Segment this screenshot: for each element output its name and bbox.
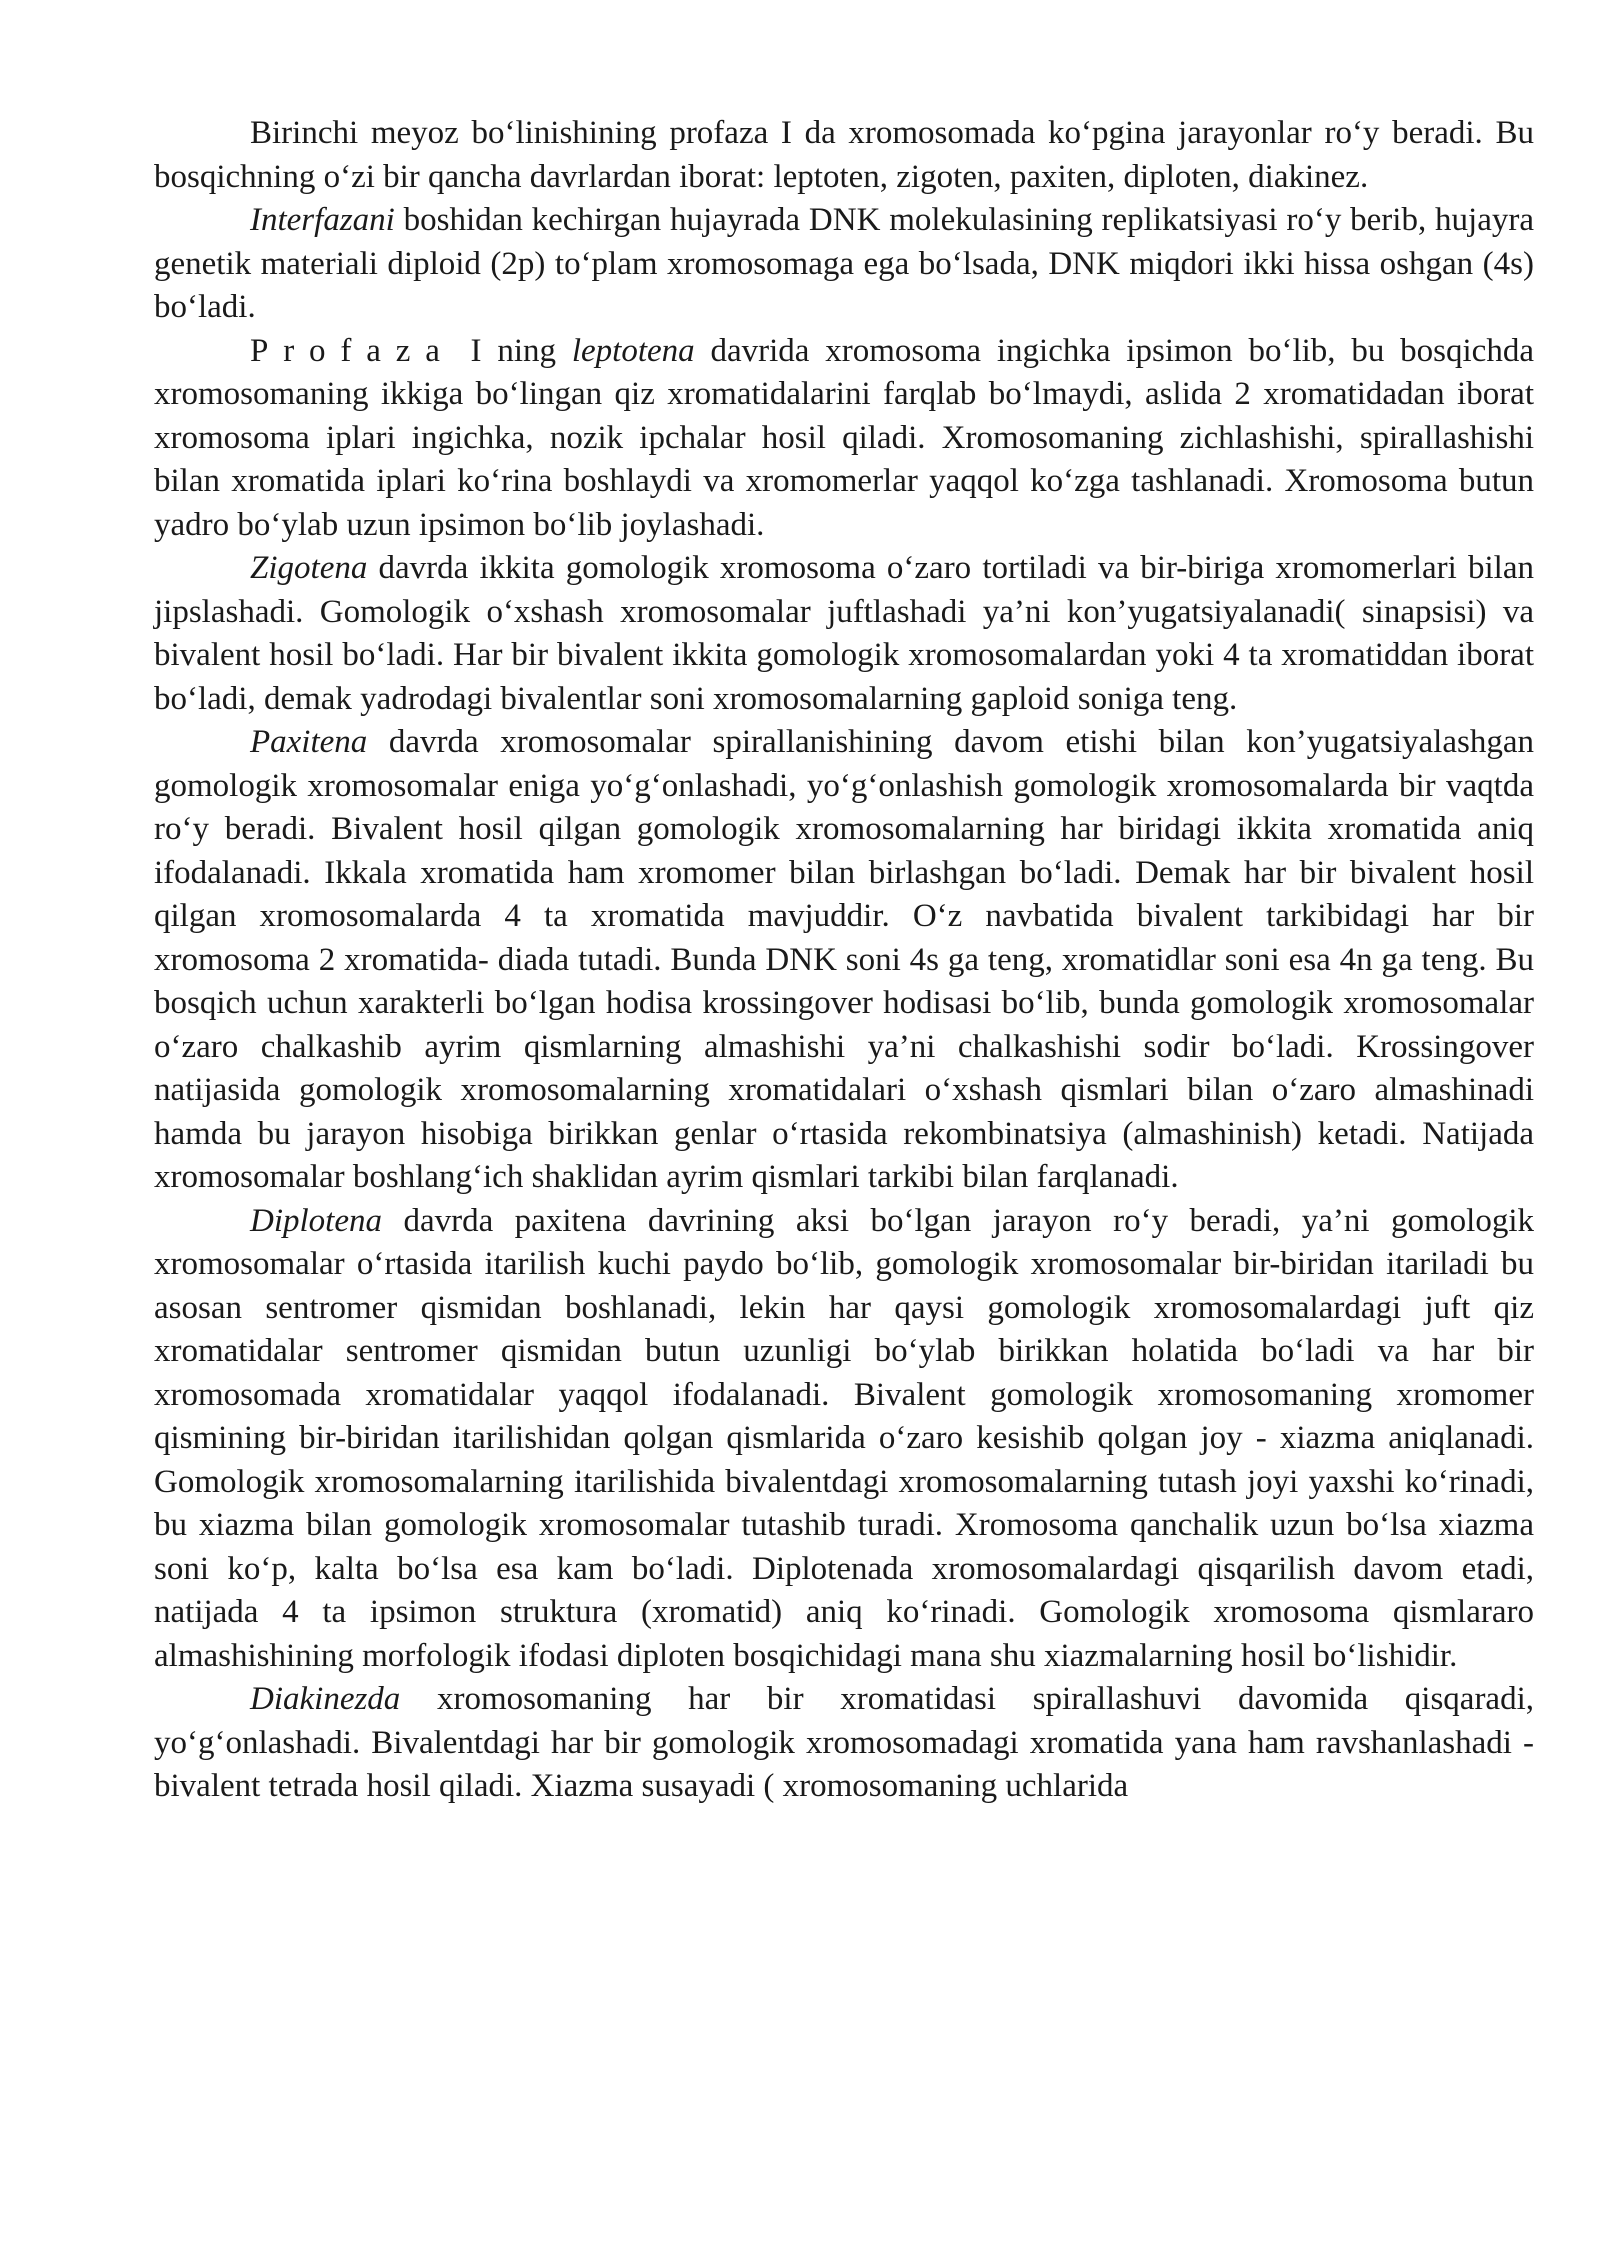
paragraph-text: davrda paxitena davrining aksi bo‘lgan jarayon ro‘y beradi, ya’ni gomologik xromosomalar o‘rtasida itarilish kuchi paydo bo‘lib, gomologik xromosomalar bir-biridan itariladi bu asosan sentromer qismidan boshlanadi, lekin har qaysi gomologik xromosomalardagi juft qiz xromatidalar sentromer qismidan butun uzunligi bo‘ylab birikkan holatida bo‘ladi va har bir xromosomada xromatidalar yaqqol ifodalanadi. Bivalent gomologik xromosomaning xromomer qismining bir-biridan itarilishidan qolgan qismlarida o‘zaro kesishib qolgan joy - xiazma aniqlanadi. Gomologik xromosomalarning itarilishida bivalentdagi xromosomalarning tutash joyi yaxshi ko‘rinadi, bu xiazma bilan gomologik xromosomalar tutashib turadi. Xromosoma qanchalik uzun bo‘lsa xiazma soni ko‘p, kalta bo‘lsa esa kam bo‘ladi. Diplotenada xromosomalardagi qisqarilish davom etadi, natijada 4 ta ipsimon struktura (xromatid) aniq ko‘rinadi. Gomologik xromosoma qismlararo almashishining morfologik ifodasi diploten bosqichidagi mana shu xiazmalarning hosil bo‘lishidir. bbox=[154, 1202, 1534, 1674]
paragraph-text: davrda ikkita gomologik xromosoma o‘zaro tortiladi va bir-biriga xromomerlari bilan jipslashadi. Gomologik o‘xshash xromosomalar juftlashadi ya’ni kon’yugatsiyalanadi( sinapsisi) va bivalent hosil bo‘ladi. Har bir bivalent ikkita gomologik xromosomalardan yoki 4 ta xromatiddan iborat bo‘ladi, demak yadrodagi bivalentlar soni xromosomalarning gaploid soniga teng. bbox=[154, 550, 1534, 717]
paragraph-interfaza bbox=[154, 199, 1534, 330]
term-zigotena: Zigotena bbox=[250, 550, 368, 586]
paragraph-leptotena bbox=[154, 330, 1534, 548]
paragraph-text-mid: I ning bbox=[454, 332, 572, 369]
document-page bbox=[154, 112, 1534, 1809]
paragraph-text: boshidan kechirgan hujayrada DNK molekulasining replikatsiyasi ro‘y berib, hujayra genetik materiali diploid (2p) to‘plam xromosomaga ega bo‘lsada, DNK miqdori ikki hissa oshgan (4s) bo‘ladi. bbox=[154, 202, 1534, 325]
paragraph-text: Birinchi meyoz bo‘linishining profaza I da xromosomada ko‘pgina jarayonlar ro‘y beradi. Bu bosqichning o‘zi bir qancha davrlardan iborat: leptoten, zigoten, paxiten, diploten, diakinez. bbox=[154, 115, 1534, 195]
term-interfazani: Interfazani bbox=[250, 202, 395, 238]
term-diplotena: Diplotena bbox=[250, 1202, 382, 1239]
paragraph-text: davrda xromosomalar spirallanishining davom etishi bilan kon’yugatsiyalashgan gomologik xromosomalar eniga yo‘g‘onlashadi, yo‘g‘onlashish gomologik xromosomalarda bir vaqtda ro‘y beradi. Bivalent hosil qilgan gomologik xromosomalarning har biridagi ikkita xromatida aniq ifodalanadi. Ikkala xromatida ham xromomer bilan birlashgan bo‘ladi. Demak har bir bivalent hosil qilgan xromosomalarda 4 ta xromatida mavjuddir. O‘z navbatida bivalent tarkibidagi har bir xromosoma 2 xromatida- diada tutadi. Bunda DNK soni 4s ga teng, xromatidlar soni esa 4n ga teng. Bu bosqich uchun xarakterli bo‘lgan hodisa krossingover hodisasi bo‘lib, bunda gomologik xromosomalar o‘zaro chalkashib ayrim qismlarning almashishi ya’ni chalkashishi sodir bo‘ladi. Krossingover natijasida gomologik xromosomalarning xromatidalari o‘xshash qismlari bilan o‘zaro almashinadi hamda bu jarayon hisobiga birikkan genlar o‘rtasida rekombinatsiya (almashinish) ketadi. Natijada xromosomalar boshlang‘ich shaklidan ayrim qismlari tarkibi bilan farqlanadi. bbox=[154, 724, 1534, 1195]
paragraph-profaza-intro bbox=[154, 112, 1534, 199]
paragraph-text: xromosomaning har bir xromatidasi spirallashuvi davomida qisqaradi, yo‘g‘onlashadi. Bivalentdagi har bir gomologik xromosomadagi xromatida yana ham ravshanlashadi - bivalent tetrada hosil qiladi. Xiazma susayadi ( xromosomaning uchlarida bbox=[154, 1681, 1534, 1804]
paragraph-zigotena bbox=[154, 547, 1534, 721]
term-leptotena: leptotena bbox=[571, 332, 695, 369]
paragraph-paxitena bbox=[154, 721, 1534, 1200]
paragraph-diakinez bbox=[154, 1678, 1534, 1809]
term-diakinezda: Diakinezda bbox=[250, 1681, 401, 1717]
paragraph-text: davrida xromosoma ingichka ipsimon bo‘lib, bu bosqichda xromosomaning ikkiga bo‘lingan qiz xromatidalarini farqlab bo‘lmaydi, aslida 2 xromatidadan iborat xromosoma iplari ingichka, nozik ipchalar hosil qiladi. Xromosomaning zichlashishi, spirallashishi bilan xromatida iplari ko‘rina boshlaydi va xromomerlar yaqqol ko‘zga tashlanadi. Xromosoma butun yadro bo‘ylab uzun ipsimon bo‘lib joylashadi. bbox=[154, 332, 1534, 543]
term-profaza: Profaza bbox=[250, 332, 455, 369]
paragraph-diplotena bbox=[154, 1200, 1534, 1679]
term-paxitena: Paxitena bbox=[250, 724, 368, 760]
